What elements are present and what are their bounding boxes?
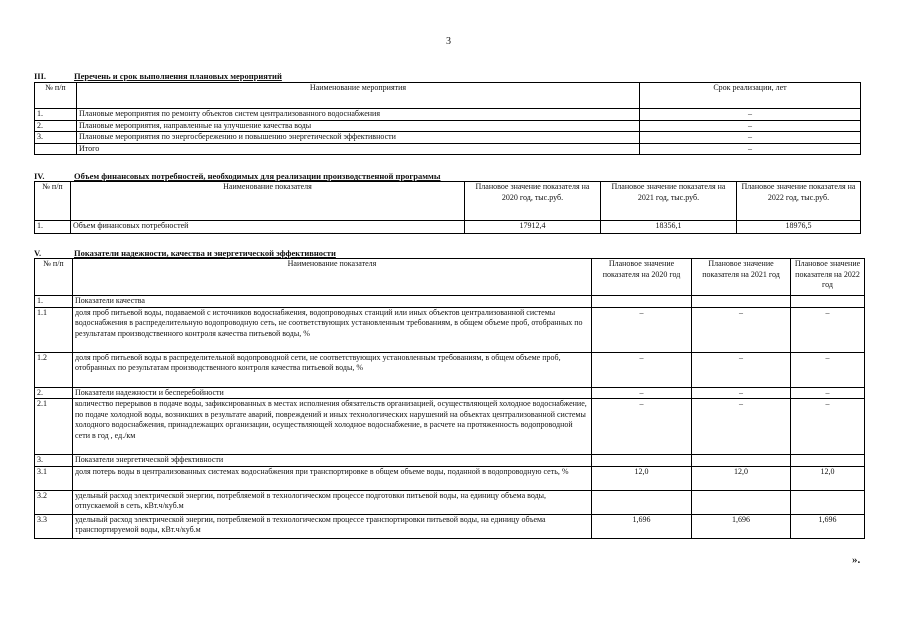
table-row (35, 221, 861, 234)
table-row (35, 387, 865, 399)
section-4-number: IV. (34, 171, 45, 181)
row-name: Объем финансовых потребностей (71, 221, 465, 234)
row-name: удельный расход электрической энергии, потребляемой в технологическом процессе транспортировки питьевой воды, на единицу объема транспортируемой воды, кВт.ч/куб.м (73, 514, 592, 538)
header-2022: Плановое значение показателя на 2022 год (791, 259, 865, 296)
row-value-2020: – (592, 399, 692, 455)
header-num: № п/п (35, 83, 77, 109)
header-2022: Плановое значение показателя на 2022 год, тыс.руб. (737, 182, 861, 221)
row-name: количество перерывов в подаче воды, зафиксированных в местах исполнения обязательств организацией, осуществляющей холодное водоснабжение, по подаче холодной воды, возникших в результате аварий, повреждений и иных технологических нарушений на объектах централизованной системы холодного водоснабжения, принадлежащих организации, осуществляющей холодное водоснабжение, в расчете на протяженность водопроводной сети в год , ед./км (73, 399, 592, 455)
row-term: – (640, 132, 861, 144)
table-header-row (35, 182, 861, 221)
table-row (35, 296, 865, 308)
row-value-2021: – (692, 352, 791, 387)
row-value-2020: 12,0 (592, 466, 692, 490)
table-header-row (35, 83, 861, 109)
row-number: 2. (35, 120, 77, 132)
closing-quote-mark: ». (852, 554, 861, 566)
table-row (35, 143, 861, 155)
header-name: Наименование показателя (73, 259, 592, 296)
row-name: удельный расход электрической энергии, потребляемой в технологическом процессе подготовки питьевой воды, на единицу объема воды, отпускаемой в сеть, кВт.ч/куб.м (73, 490, 592, 514)
row-value-2022 (791, 296, 865, 308)
row-value-2020: 1,696 (592, 514, 692, 538)
row-number: 3. (35, 132, 77, 144)
table-row (35, 109, 861, 121)
row-value-2020: – (592, 387, 692, 399)
row-name: доля проб питьевой воды в распределительной водопроводной сети, не соответствующих установленным требованиям, в общем объеме проб, отобранных по результатам производственного контроля качества питьевой воды, % (73, 352, 592, 387)
row-name: доля потерь воды в централизованных системах водоснабжения при транспортировке в общем объеме воды, поданной в водопроводную сеть, % (73, 466, 592, 490)
row-name: доля проб питьевой воды, подаваемой с источников водоснабжения, водопроводных станций или иных объектов централизованной системы водоснабжения в распределительную водопроводную сеть, не соответствующих установленным требованиям, в общем объеме проб, отобранных по результатам производственного контроля качества питьевой воды, % (73, 307, 592, 352)
row-name: Плановые мероприятия по ремонту объектов систем централизованного водоснабжения (77, 109, 640, 121)
row-value-2020 (592, 296, 692, 308)
row-value-2020 (592, 490, 692, 514)
row-value-2021: – (692, 307, 791, 352)
row-value-2022: – (791, 352, 865, 387)
row-value-2021 (692, 455, 791, 467)
row-number: 2.1 (35, 399, 73, 455)
row-term: – (640, 143, 861, 155)
table-header-row (35, 259, 865, 296)
header-2020: Плановое значение показателя на 2020 год, тыс.руб. (465, 182, 601, 221)
section-4-heading: Объем финансовых потребностей, необходимых для реализации производственной программы (74, 171, 441, 181)
row-value-2021 (692, 490, 791, 514)
header-name: Наименование мероприятия (77, 83, 640, 109)
finance-table (34, 181, 861, 234)
section-3-number: III. (34, 71, 47, 81)
section-5-number: V. (34, 248, 42, 258)
row-value-2021: – (692, 399, 791, 455)
table-row (35, 132, 861, 144)
table-row (35, 120, 861, 132)
table-row (35, 307, 865, 352)
row-number: 1. (35, 109, 77, 121)
row-value-2021: 18356,1 (601, 221, 737, 234)
header-name: Наименование показателя (71, 182, 465, 221)
row-value-2022: – (791, 387, 865, 399)
row-value-2021: 1,696 (692, 514, 791, 538)
section-5-title (34, 248, 336, 258)
section-5-heading: Показатели надежности, качества и энергетической эффективности (74, 248, 336, 258)
table-row (35, 399, 865, 455)
row-name: Показатели энергетической эффективности (73, 455, 592, 467)
row-number: 3.3 (35, 514, 73, 538)
header-2021: Плановое значение показателя на 2021 год, тыс.руб. (601, 182, 737, 221)
row-value-2020: – (592, 307, 692, 352)
row-name: Показатели надежности и бесперебойности (73, 387, 592, 399)
indicators-table (34, 258, 865, 539)
row-value-2021: – (692, 387, 791, 399)
table-row (35, 455, 865, 467)
activities-table (34, 82, 861, 155)
row-value-2022: – (791, 399, 865, 455)
row-name: Показатели качества (73, 296, 592, 308)
row-value-2021 (692, 296, 791, 308)
section-4-title (34, 171, 440, 181)
header-2021: Плановое значение показателя на 2021 год (692, 259, 791, 296)
row-value-2020: 17912,4 (465, 221, 601, 234)
row-term: – (640, 120, 861, 132)
header-term: Срок реализации, лет (640, 83, 861, 109)
table-row (35, 466, 865, 490)
row-value-2022: 12,0 (791, 466, 865, 490)
table-row (35, 514, 865, 538)
row-value-2020: – (592, 352, 692, 387)
row-name: Итого (77, 143, 640, 155)
row-value-2022: 1,696 (791, 514, 865, 538)
row-name: Плановые мероприятия, направленные на улучшение качества воды (77, 120, 640, 132)
row-name: Плановые мероприятия по энергосбережению и повышению энергетической эффективности (77, 132, 640, 144)
row-value-2020 (592, 455, 692, 467)
row-number: 3. (35, 455, 73, 467)
row-number: 3.1 (35, 466, 73, 490)
table-row (35, 490, 865, 514)
row-number: 2. (35, 387, 73, 399)
row-number (35, 143, 77, 155)
row-number: 1. (35, 221, 71, 234)
row-value-2022: 18976,5 (737, 221, 861, 234)
section-3-heading: Перечень и срок выполнения плановых мероприятий (74, 71, 282, 81)
section-3-title (34, 71, 282, 81)
row-number: 1. (35, 296, 73, 308)
row-value-2021: 12,0 (692, 466, 791, 490)
header-num: № п/п (35, 182, 71, 221)
header-num: № п/п (35, 259, 73, 296)
header-2020: Плановое значение показателя на 2020 год (592, 259, 692, 296)
row-value-2022 (791, 455, 865, 467)
row-value-2022 (791, 490, 865, 514)
table-row (35, 352, 865, 387)
row-number: 1.2 (35, 352, 73, 387)
page-number: 3 (446, 36, 451, 47)
row-number: 1.1 (35, 307, 73, 352)
row-number: 3.2 (35, 490, 73, 514)
row-value-2022: – (791, 307, 865, 352)
row-term: – (640, 109, 861, 121)
